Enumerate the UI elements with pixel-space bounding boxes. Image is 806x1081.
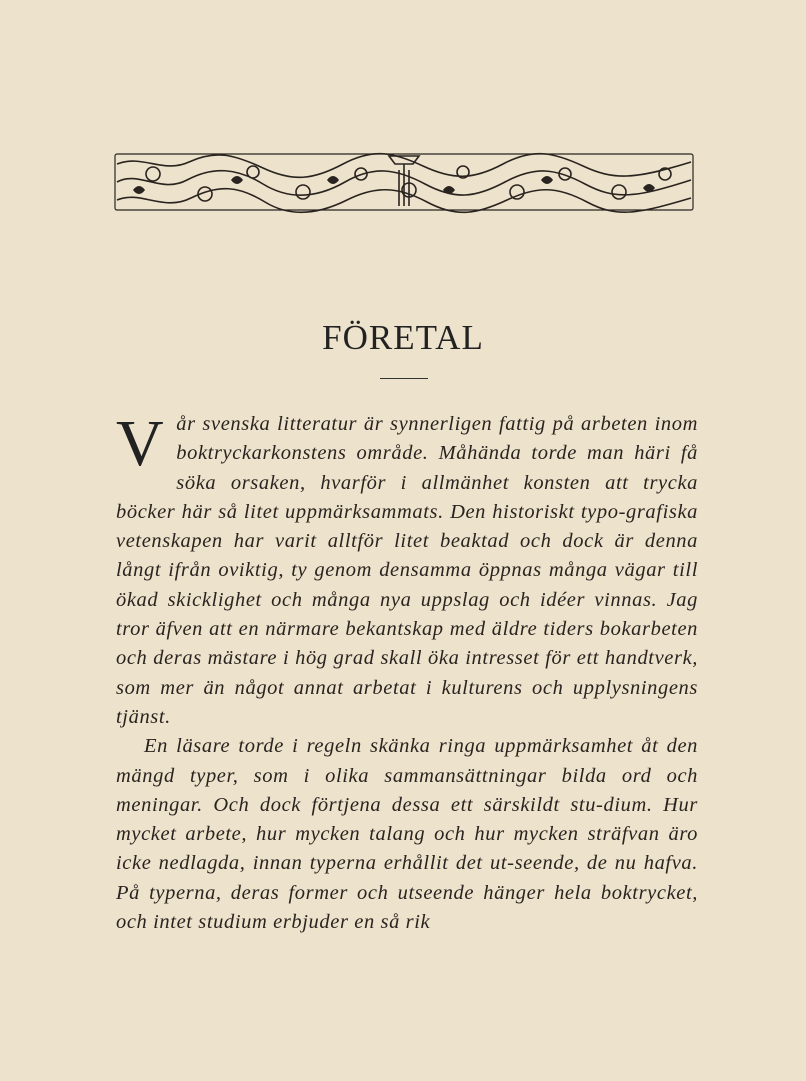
- body-text: [116, 407, 698, 937]
- page-title: FÖRETAL: [322, 318, 484, 357]
- paragraph-1: [116, 407, 698, 732]
- paragraph-1-text: år svenska litteratur är synnerligen fattig på arbeten inom boktryckarkonstens område. Måhända torde man häri få söka orsaken, hvarför i allmänhet konsten att trycka böcker här så litet uppmärksammats. Den historiskt typo-grafiska vetenskapen har varit alltför litet beaktad och dock är denna långt ifrån oviktig, ty genom densamma öppnas många vägar till ökad skicklighet och många nya uppslag och idéer vinnas. Jag tror äfven att en närmare bekantskap med äldre tiders bokarbeten och deras mästare i hög grad skall öka intresset för ett handtverk, som mer än något annat arbetat i kulturens och upplysningens tjänst.: [116, 413, 698, 728]
- paragraph-2: En läsare torde i regeln skänka ringa uppmärksamhet åt den mängd typer, som i olika sammansättningar bilda ord och meningar. Och dock förtjena dessa ett särskildt stu-dium. Hur mycket arbete, hur mycken talang och hur mycken sträfvan äro icke nedlagda, innan typerna erhållit det ut-seende, de nu hafva. På typerna, deras former och utseende hänger hela boktrycket, och intet studium erbjuder en så rik: [116, 735, 698, 934]
- drop-cap: V: [116, 407, 165, 480]
- title-divider: [380, 378, 428, 379]
- vine-ornament-icon: [113, 150, 695, 216]
